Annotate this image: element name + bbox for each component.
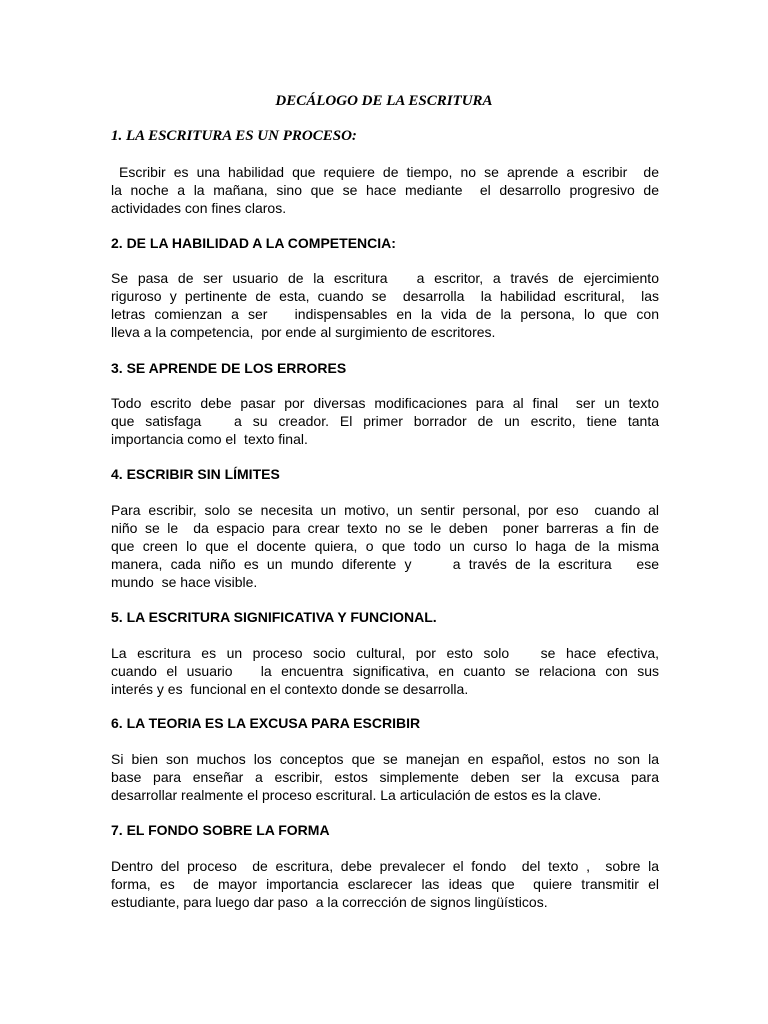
paragraph-line: estudiante, para luego dar paso a la corrección de signos lingüísticos.: [111, 894, 548, 910]
paragraph-line: riguroso y pertinente de esta, cuando se desarrolla la habilidad escritural, las: [111, 288, 659, 304]
section-4-paragraph: [111, 501, 659, 591]
paragraph-line: niño se le da espacio para crear texto no se le deben poner barreras a fin de: [111, 520, 659, 536]
section-5-paragraph: [111, 644, 659, 698]
section-7-heading: 7. EL FONDO SOBRE LA FORMA: [111, 822, 330, 838]
section-4-heading: 4. ESCRIBIR SIN LÍMITES: [111, 466, 280, 482]
paragraph-line: Dentro del proceso de escritura, debe prevalecer el fondo del texto , sobre la: [111, 858, 659, 874]
paragraph-line: manera, cada niño es un mundo diferente y a través de la escritura ese: [111, 556, 659, 572]
section-6-paragraph: [111, 750, 659, 804]
paragraph-line: cuando el usuario la encuentra significativa, en cuanto se relaciona con sus: [111, 663, 659, 679]
section-2-heading: 2. DE LA HABILIDAD A LA COMPETENCIA:: [111, 235, 396, 251]
paragraph-line: La escritura es un proceso socio cultural, por esto solo se hace efectiva,: [111, 645, 659, 661]
section-7-paragraph: [111, 857, 659, 911]
section-6-heading: 6. LA TEORIA ES LA EXCUSA PARA ESCRIBIR: [111, 715, 421, 731]
paragraph-line: actividades con fines claros.: [111, 200, 287, 216]
section-1-heading: 1. LA ESCRITURA ES UN PROCESO:: [111, 128, 357, 144]
section-2-paragraph: [111, 269, 659, 341]
paragraph-line: forma, es de mayor importancia esclarecer las ideas que quiere transmitir el: [111, 876, 659, 892]
paragraph-line: base para enseñar a escribir, estos simplemente deben ser la excusa para: [111, 769, 659, 785]
paragraph-line: Todo escrito debe pasar por diversas modificaciones para al final ser un texto: [111, 395, 659, 411]
paragraph-line: la noche a la mañana, sino que se hace mediante el desarrollo progresivo de: [111, 182, 659, 198]
paragraph-line: interés y es funcional en el contexto donde se desarrolla.: [111, 681, 469, 697]
document-title: DECÁLOGO DE LA ESCRITURA: [275, 93, 493, 109]
paragraph-line: que creen lo que el docente quiera, o que todo un curso lo haga de la misma: [111, 538, 659, 554]
paragraph-line: mundo se hace visible.: [111, 574, 258, 590]
paragraph-line: lleva a la competencia, por ende al surgimiento de escritores.: [111, 324, 496, 340]
paragraph-line: Escribir es una habilidad que requiere de tiempo, no se aprende a escribir de: [111, 164, 659, 180]
paragraph-line: Se pasa de ser usuario de la escritura a escritor, a través de ejercimiento: [111, 270, 659, 286]
paragraph-line: que satisfaga a su creador. El primer borrador de un escrito, tiene tanta: [111, 413, 659, 429]
section-1-paragraph: [111, 163, 659, 217]
paragraph-line: Para escribir, solo se necesita un motivo, un sentir personal, por eso cuando al: [111, 502, 659, 518]
paragraph-line: letras comienzan a ser indispensables en la vida de la persona, lo que con: [111, 306, 659, 322]
paragraph-line: Si bien son muchos los conceptos que se manejan en español, estos no son la: [111, 751, 659, 767]
paragraph-line: importancia como el texto final.: [111, 431, 308, 447]
paragraph-line: desarrollar realmente el proceso escritural. La articulación de estos es la clave.: [111, 787, 602, 803]
section-3-paragraph: [111, 394, 659, 448]
section-5-heading: 5. LA ESCRITURA SIGNIFICATIVA Y FUNCIONAL.: [111, 609, 437, 625]
section-3-heading: 3. SE APRENDE DE LOS ERRORES: [111, 360, 347, 376]
